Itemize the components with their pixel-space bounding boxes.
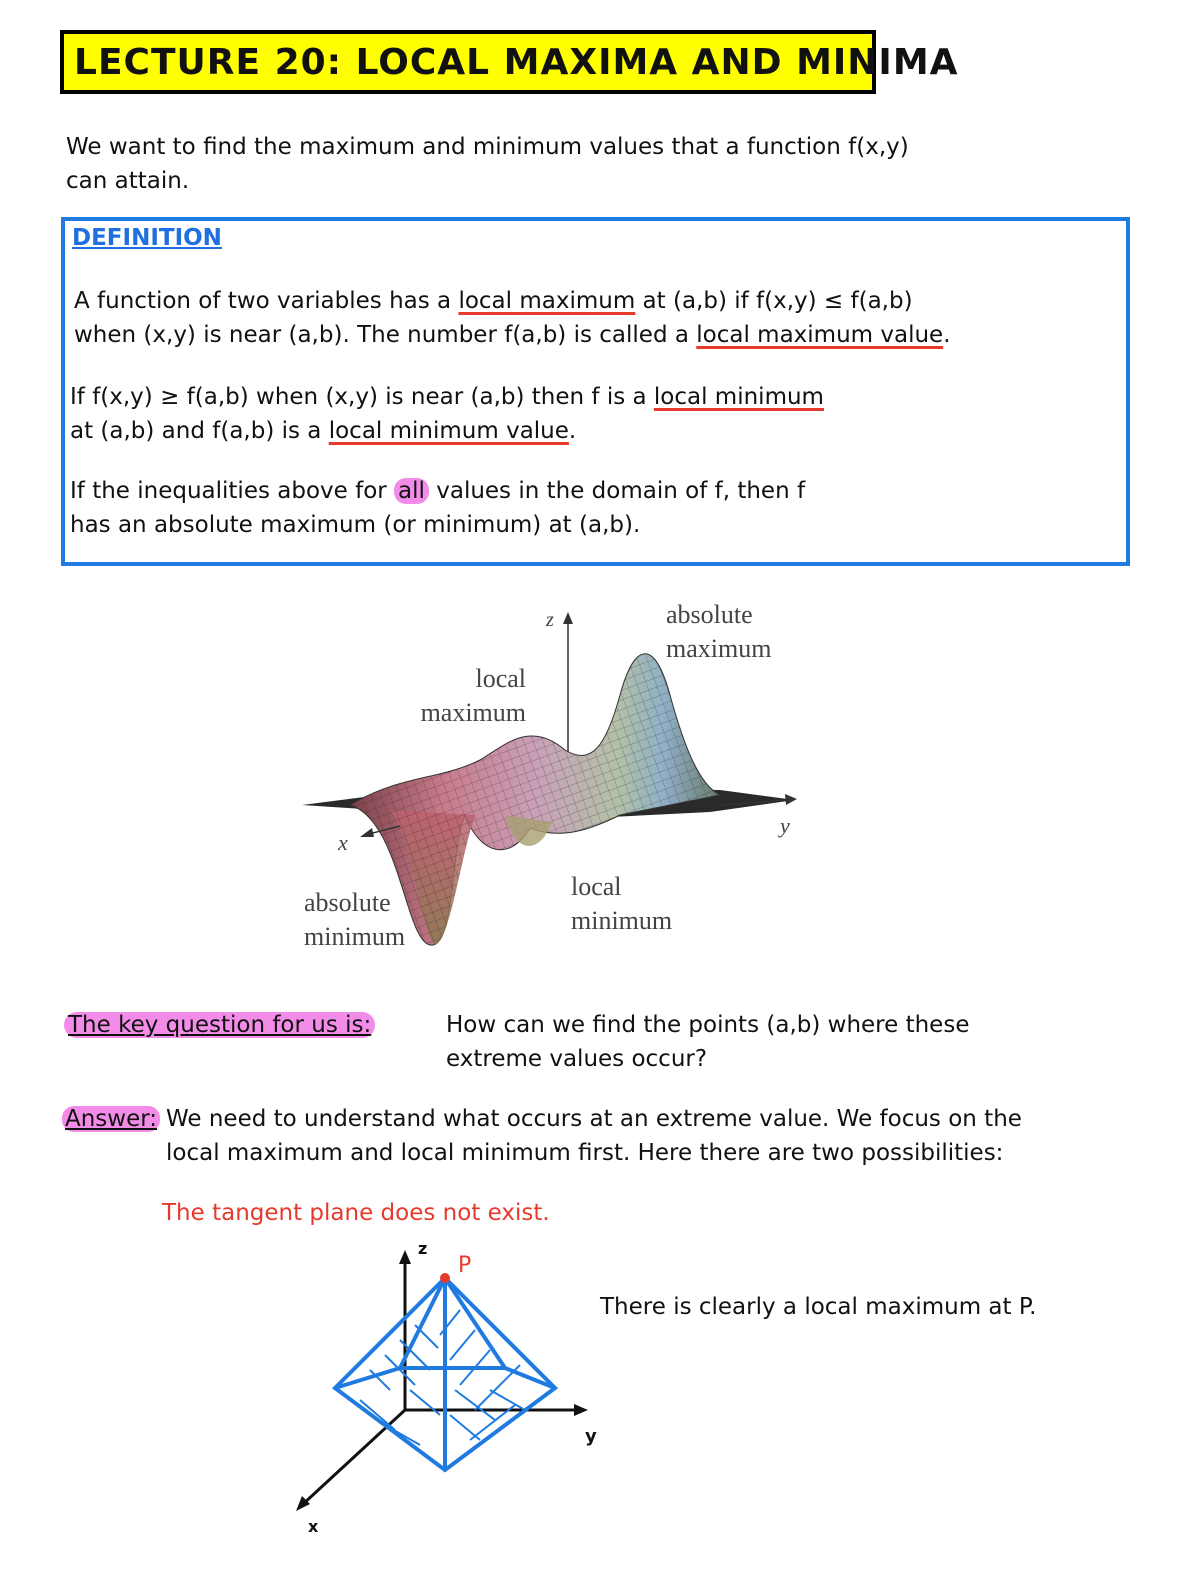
z-axis-arrow-icon [563, 612, 573, 624]
p3-text-b: values in the domain of f, then f [428, 478, 806, 504]
x-axis-label: x [338, 830, 348, 855]
p2-text-c: . [568, 418, 577, 444]
point-p-marker [440, 1273, 450, 1283]
key-question-label-wrap [64, 1008, 375, 1042]
definition-p3-line-2: has an absolute maximum (or minimum) at (a,b). [70, 512, 641, 538]
answer-line-2: local maximum and local minimum first. Here there are two possibilities: [166, 1140, 1004, 1166]
definition-paragraph-3 [70, 474, 805, 542]
pyramid-figure [290, 1240, 610, 1540]
local-maximum-at-p-text: There is clearly a local maximum at P. [600, 1294, 1037, 1320]
highlight-all: all [394, 478, 429, 504]
label-local-minimum-line-1: local [571, 872, 622, 901]
intro-line-1: We want to find the maximum and minimum values that a function f(x,y) [66, 134, 909, 160]
y-axis-arrow-icon [785, 794, 797, 805]
p1-text-c: when (x,y) is near (a,b). The number f(a,b) is called a [74, 322, 697, 348]
label-absolute-maximum-line-2: maximum [666, 634, 772, 663]
point-p-label: P [458, 1253, 472, 1278]
label-local-maximum-line-1: local [475, 664, 526, 693]
title-box [60, 30, 959, 94]
term-local-minimum-value: local minimum value [328, 418, 569, 444]
pyramid-y-label: y [585, 1426, 597, 1447]
definition-p1-line-2 [74, 318, 951, 352]
key-question-label: The key question for us is: [64, 1012, 375, 1038]
key-question-line-1: How can we find the points (a,b) where these [446, 1012, 970, 1038]
answer-label: Answer: [62, 1106, 160, 1132]
label-absolute-minimum-line-2: minimum [304, 922, 406, 951]
label-local-minimum-line-2: minimum [571, 906, 673, 935]
term-local-maximum-value: local maximum value [696, 322, 944, 348]
label-absolute-minimum-line-1: absolute [304, 888, 391, 917]
label-local-maximum-line-2: maximum [420, 698, 526, 727]
p1-text-d: . [943, 322, 951, 348]
definition-p1-line-1 [74, 284, 951, 318]
no-tangent-plane-text: The tangent plane does not exist. [162, 1200, 550, 1226]
term-local-minimum: local minimum [653, 384, 824, 410]
label-local-maximum [404, 662, 526, 730]
key-question-line-2: extreme values occur? [446, 1046, 708, 1072]
pyramid-outline [335, 1278, 555, 1470]
p1-text-a: A function of two variables has a [74, 288, 459, 314]
z-axis-label: z [546, 609, 554, 631]
y-axis-label: y [780, 813, 790, 838]
answer-label-wrap [62, 1102, 160, 1136]
answer-text [166, 1102, 1022, 1170]
label-absolute-minimum [304, 886, 405, 954]
p1-text-b: at (a,b) if f(x,y) ≤ f(a,b) [635, 288, 913, 314]
x-axis-arrow-icon [360, 828, 374, 837]
definition-p2-line-2 [70, 414, 824, 448]
definition-heading: DEFINITION [72, 225, 222, 251]
definition-paragraph-1 [74, 284, 951, 352]
intro-text [66, 130, 909, 198]
pyramid-x-label: x [308, 1517, 319, 1536]
p2-text-b: at (a,b) and f(a,b) is a [70, 418, 329, 444]
term-local-maximum: local maximum [458, 288, 636, 314]
z-axis-arrow-icon [399, 1250, 411, 1264]
definition-paragraph-2 [70, 380, 824, 448]
definition-p3-line-1 [70, 474, 805, 508]
p3-text-a: If the inequalities above for [70, 478, 395, 504]
pyramid-z-label: z [418, 1240, 428, 1258]
answer-line-1: We need to understand what occurs at an extreme value. We focus on the [166, 1106, 1022, 1132]
page-title: LECTURE 20: LOCAL MAXIMA AND MINIMA [74, 41, 959, 83]
label-absolute-maximum-line-1: absolute [666, 600, 753, 629]
definition-p2-line-1 [70, 380, 824, 414]
label-absolute-maximum [666, 598, 771, 666]
label-local-minimum [571, 870, 672, 938]
key-question-text [446, 1008, 969, 1076]
p2-text-a: If f(x,y) ≥ f(a,b) when (x,y) is near (a,b) then f is a [70, 384, 654, 410]
y-axis-arrow-icon [574, 1404, 588, 1416]
intro-line-2: can attain. [66, 168, 190, 194]
